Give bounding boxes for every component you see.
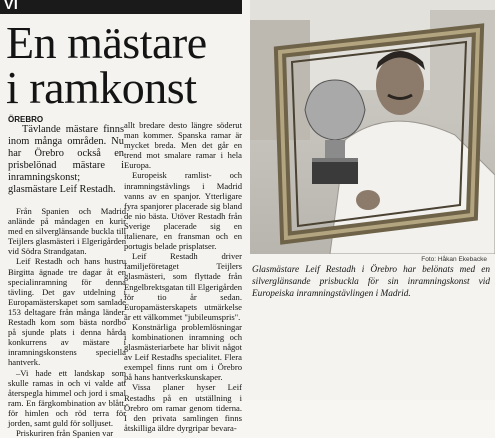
- body-column-1: [8, 206, 126, 438]
- section-vignette-bar: [0, 0, 242, 14]
- section-kicker: VI: [4, 0, 19, 12]
- col2-paragraph-4: Konstnärliga problemlösningar i kombinationen inramning och glasmästeriarbete har blivit något av Leif Restadhs specialitet. Flera exempel finns runt om i Örebro på hans hantverkskunskaper.: [124, 321, 242, 383]
- col2-paragraph-5: Vissa planer hyser Leif Restadhs på en utställning i Örebro om ramar genom tiderna. I den privata samlingen finns åtskilliga äldre dyrgripar bevara-: [124, 382, 242, 433]
- lead-paragraph: [8, 124, 124, 196]
- lead-text: Tävlande mästare finns inom många områden. Nu har Örebro också en prisbelönad mästare i inramningskonst; glasmästare Leif Restadh.: [8, 124, 124, 195]
- photo-credit: Foto: Håkan Ekebacke: [421, 256, 487, 263]
- col2-paragraph-3: Leif Restadh driver familjeföretaget Teijlers glasmästeri, som flyttade från Engelbrektsgatan till Elgerigården för tio år sedan. Europamästerskapets utmärkelse är ett välkommet "jubileumspris".: [124, 251, 242, 322]
- col1-paragraph-1: Från Spanien och Madrid anlände på måndagen en kurir med en silverglänsande buckla till Teijlers glasmästeri i Elgerigården vid Södra Strandgatan.: [8, 206, 126, 257]
- dateline: ÖREBRO: [8, 115, 44, 124]
- body-column-2: [124, 120, 242, 433]
- col1-paragraph-3: –Vi hade ett landskap som skulle ramas in och vi valde att återspegla himmel och jord i smal ram. En färgkombination av blått, för himlen och röd terra för jorden, samt guld för solljuset.: [8, 367, 126, 428]
- photo-caption: Glasmästare Leif Restadh i Örebro har belönats med en silverglänsande prisbuckla för sin inramningskonst vid Europeiska inramningstävlingen i Madrid.: [252, 265, 490, 299]
- headline-line-1: En mästare: [6, 17, 207, 68]
- col2-paragraph-1: allt bredare desto längre söderut man kommer. Spanska ramar är mycket breda. Men det går en trend mot smalare ramar i hela Europa.: [124, 120, 242, 171]
- headline-line-2: i ramkonst: [6, 62, 197, 113]
- silver-trophy-icon: [305, 80, 365, 184]
- headline: [6, 17, 242, 113]
- col1-paragraph-4: Priskuriren från Spanien var: [16, 428, 114, 438]
- photo-illustration: [250, 0, 495, 254]
- news-photo: [250, 0, 495, 254]
- col1-paragraph-2: Leif Restadh och hans hustru Birgitta ägnade tre dagar åt en specialinramning för denna tävling. Det gav utdelning i Europamästerskapet som samlade 153 deltagare från många länder. Restadh kom som bästa nordbo på sjunde plats i denna hårda konkurrens av mästare i inramningskonstens speciella hantverk.: [8, 256, 126, 368]
- col2-paragraph-2: Europeisk ramlist- och inramningstävlings i Madrid vanns av en spanjor. Ytterligare fyra spanjorer placerade sig bland de nio bästa. Utöver Restadh från Sverige placerade sig en italienare, en fransman och en portugis belade prisplatser.: [124, 170, 242, 252]
